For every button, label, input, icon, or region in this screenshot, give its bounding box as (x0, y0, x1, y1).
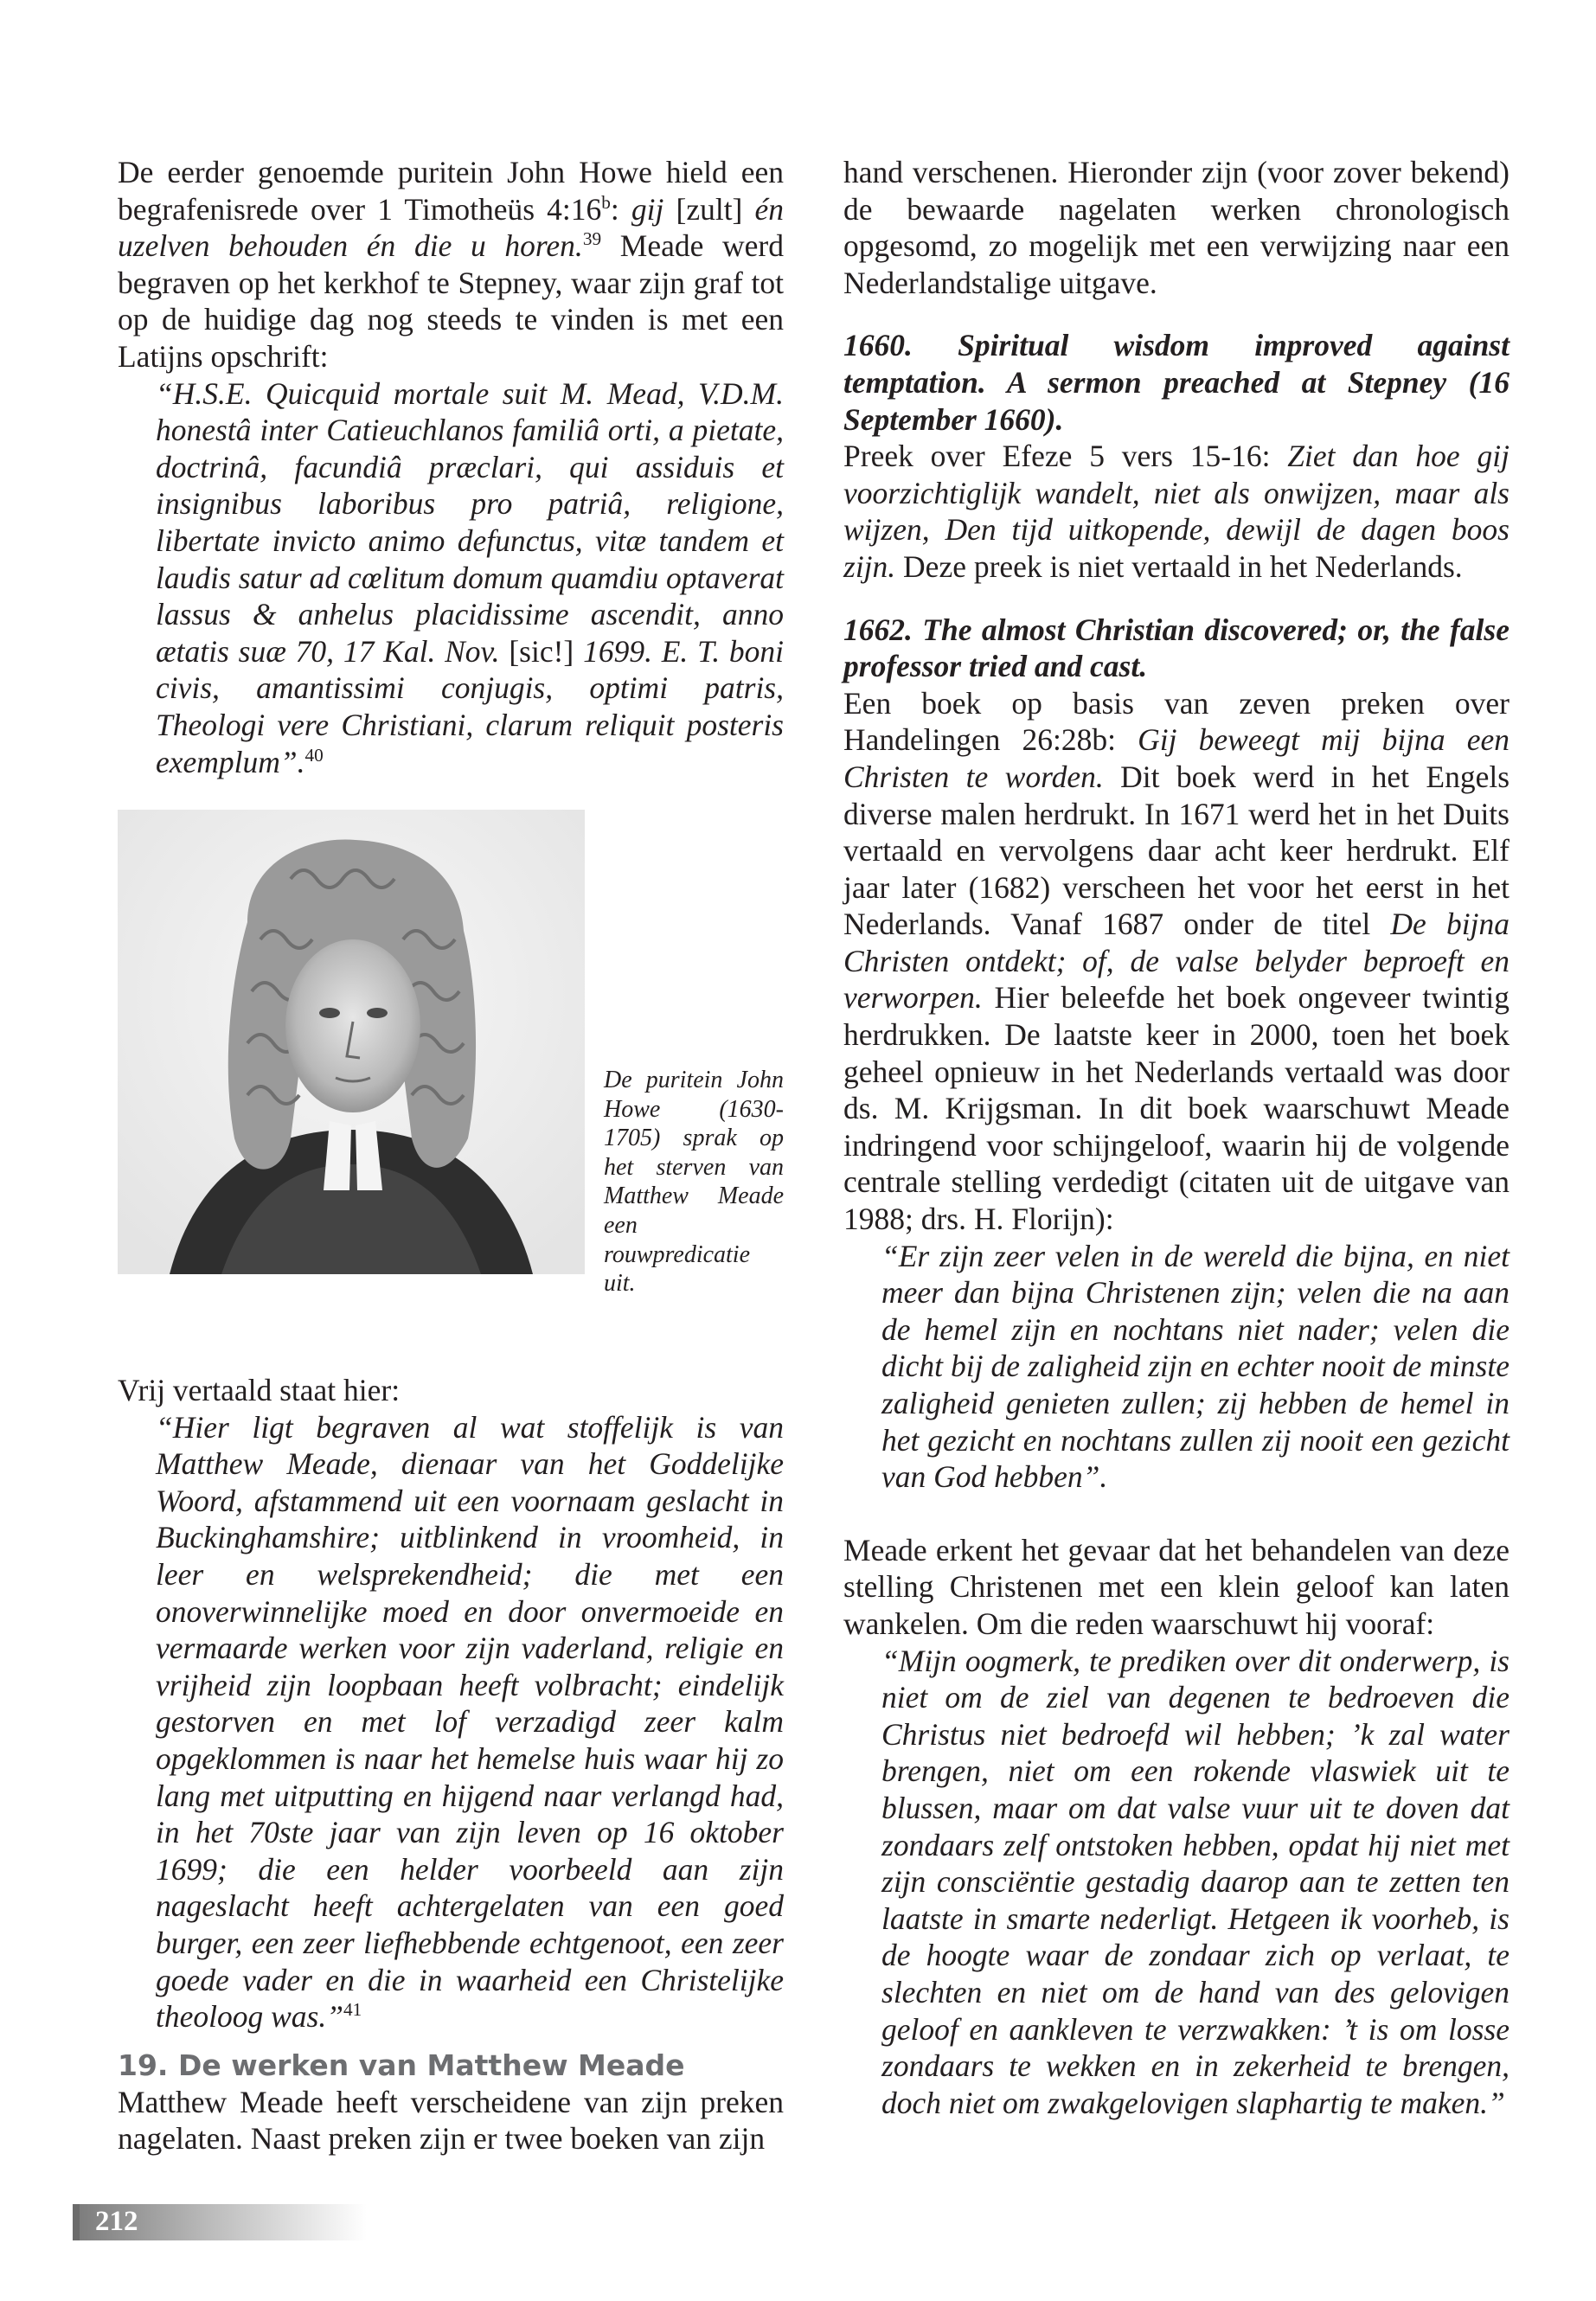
page-footer (73, 2204, 367, 2240)
warning-paragraph: Meade erkent het gevaar dat het behandelen van deze stelling Christenen met een klein geloof kan laten wankelen. Om die reden waarschuwt hij vooraf: (843, 1532, 1509, 1641)
portrait-caption: De puritein John Howe (1630-1705) sprak op het sterven van Matthew Meade een rouwpredicatie uit. (604, 1067, 784, 1298)
section-heading: 19. De werken van Matthew Meade (118, 2048, 685, 2082)
footnote-ref-41: 41 (343, 1999, 362, 2021)
john-howe-portrait (118, 810, 585, 1274)
work-1662-description: Een boek op basis van zeven preken over Handelingen 26:28b: Gij beweegt mij bijna een Christen te worden. Dit boek werd in het Engels diverse malen herdrukt. In 1671 werd het in het Duits vertaald en vervolgens daar acht keer herdrukt. Elf jaar later (1682) verscheen het voor het eerst in het Nederlands. Vanaf 1687 onder de titel De bijna Christen ontdekt; of, de valse belyder beproeft en verworpen. Hier beleefde het boek ongeveer twintig herdrukken. De laatste keer in 2000, toen het boek geheel opnieuw in het Nederlands vertaald was door ds. M. Krijgsman. In dit boek waarschuwt Meade indringend voor schijngeloof, waarin hij de volgende centrale stelling verdedigt (citaten uit de uitgave van 1988; drs. H. Florijn): (843, 685, 1510, 1237)
work-1662-title: 1662. The almost Christian discovered; or, the false professor tried and cast. (843, 612, 1509, 684)
page-number: 212 (95, 2206, 138, 2237)
latin-inscription-quote: “H.S.E. Quicquid mortale suit M. Mead, V.D.M. honestâ inter Catieuchlanos familiâ orti, a pietate, doctrinâ, facundiâ præclari, qui assiduis et insignibus laboribus pro patriâ, religione, libertate invicto animo defunctus, vitæ tandem et laudis satur ad cœlitum domum quamdiu optaverat lassus & anhelus placidissime ascendit, anno ætatis suæ 70, 17 Kal. Nov. [sic!] 1699. E. T. boni civis, amantissimi conjugis, optimi patris, Theologi vere Christiani, clarum reliquit posteris exemplum”.$^{40}$ (156, 375, 784, 779)
footer-tab (73, 2204, 80, 2240)
translation-intro: Vrij vertaald staat hier: (118, 1373, 401, 1408)
warning-quote: “Mijn oogmerk, te prediken over dit onderwerp, is niet om de ziel van degenen te bedroeven die Christus niet bedroefd wil hebben; ’k zal water brengen, niet om een rokende vlaswiek uit te blussen, maar om dat valse vuur uit te doven dat zondaars zelf ontstoken hebben, opdat hij niet met zijn consciëntie gestadig daarop aan te zetten ten laatste in smarte nederligt. Hetgeen ik voorheb, is de hoogte waar de zondaar zich op verlaat, te slechten en niet om de hand van des gelovigen geloof en aankleven te verzwakken: ’t is om losse zondaars te wekken en in zekerheid te brengen, doch niet om zwakgelovigen slaphartig te maken.” (881, 1643, 1509, 2120)
work-1660-title: 1660. Spiritual wisdom improved against temptation. A sermon preached at Stepney (16 September 1660). (843, 328, 1509, 437)
footnote-ref-40: 40 (304, 744, 324, 766)
section-paragraph: Matthew Meade heeft verscheidene van zijn preken nagelaten. Naast preken zijn er twee boeken van zijn (118, 2084, 784, 2157)
portrait-figure (118, 810, 784, 1344)
continuation-paragraph: hand verschenen. Hieronder zijn (voor zover bekend) de bewaarde nagelaten werken chronologisch opgesomd, zo mogelijk met een verwijzing naar een Nederlandstalige uitgave. (843, 155, 1509, 300)
footnote-ref-39: 39 (582, 228, 602, 250)
right-column (843, 154, 1509, 2121)
left-column (118, 154, 784, 2157)
work-1660-description: Preek over Efeze 5 vers 15-16: Ziet dan hoe gij voorzichtiglijk wandelt, niet als onwijzen, maar als wijzen, Den tijd uitkopende, dewijl de dagen boos zijn. Deze preek is niet vertaald in het Nederlands. (843, 439, 1509, 584)
intro-paragraph: De eerder genoemde puritein John Howe hield een begrafenisrede over 1 Timotheüs 4:16$^b$: gij [zult] én uzelven behouden én die u horen.$^{39}$ Meade werd begraven op het kerkhof te Stepney, waar zijn graf tot op de huidige dag nog steeds te vinden is met een Latijns opschrift: (118, 155, 784, 374)
translation-quote: “Hier ligt begraven al wat stoffelijk is van Matthew Meade, dienaar van het Goddelijke Woord, afstammend uit een voornaam geslacht in Buckinghamshire; uitblinkend in vroomheid, in leer en welsprekendheid; die met een onoverwinnelijke moed en door onvermoeide en vermaarde werken voor zijn vaderland, religie en vrijheid zijn loopbaan heeft volbracht; eindelijk gestorven en met lof verzadigd zeer kalm opgeklommen is naar het hemelse huis waar hij zo lang met uitputting en hijgend naar verlangd had, in het 70ste jaar van zijn leven op 16 oktober 1699; die een helder voorbeeld aan zijn nageslacht heeft achtergelaten van een goed burger, een zeer liefhebbende echtgenoot, een zeer goede vader en die in waarheid een Christelijke theoloog was.”$^{41}$ (156, 1409, 784, 2035)
central-thesis-quote: “Er zijn zeer velen in de wereld die bijna, en niet meer dan bijna Christenen zijn; velen die na aan de hemel zijn en nochtans niet nader; velen die dicht bij de zaligheid zijn en echter nooit de minste zaligheid genieten zullen; zij hebben de hemel in het gezicht en nochtans zullen zij nooit een gezicht van God hebben”. (881, 1238, 1509, 1495)
